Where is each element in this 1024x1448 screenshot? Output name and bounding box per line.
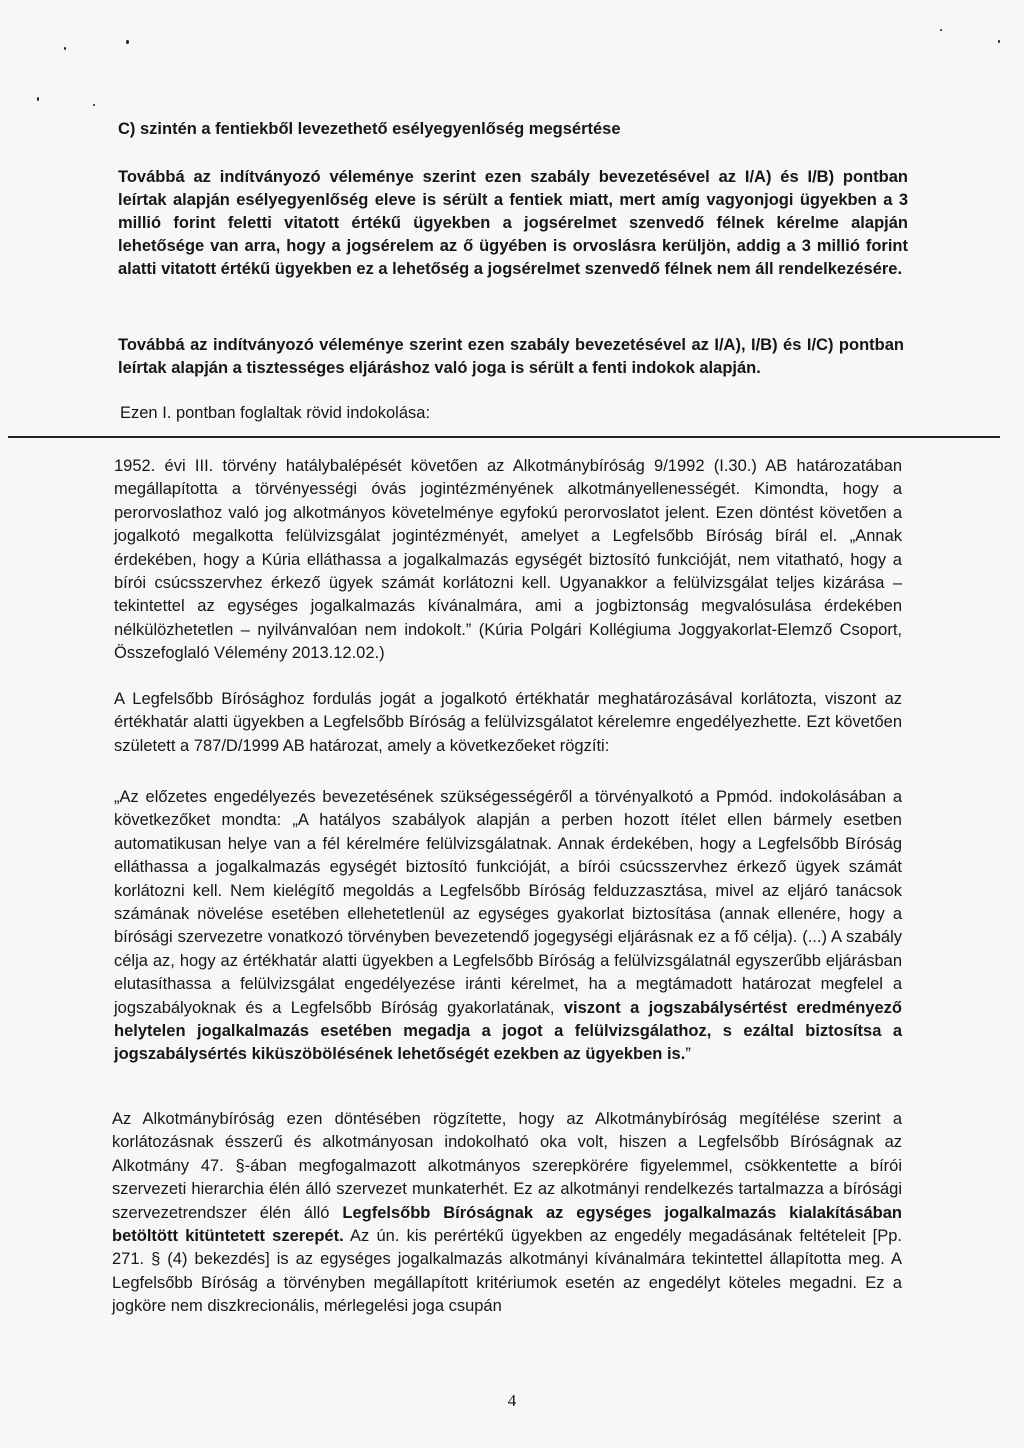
quotation-emphasis: viszont a jogszabálysértést eredményező helytelen jogalkalmazás esetében megadja a jogot a felülvizsgálathoz, s ezáltal biztosítsa a jogszabálysértés kiküszöbölésének lehetőségét ezekben az ügyekben is. (114, 998, 902, 1064)
paragraph-equal-opportunity: Továbbá az indítványozó véleménye szerint ezen szabály bevezetésével az I/A) és I/B) pontban leírtak alapján esélyegyenlőség eleve is sérült a fentiek miatt, mert amíg vagyonjogi ügyekben a 3 millió forint feletti vitatott értékű ügyekben a jogsérelmet szenvedő félnek kérelme alapján lehetősége van arra, hogy a jogsérelem az ő ügyében is orvoslásra kerüljön, addig a 3 millió forint alatti vitatott értékű ügyekben ez a lehetőség a jogsérelmet szenvedő félnek nem áll rendelkezésére. (118, 168, 908, 278)
justification-caption: Ezen I. pontban foglaltak rövid indokolása: (120, 404, 431, 422)
scan-speck (940, 29, 942, 31)
section-heading: C) szintén a fentiekből levezethető esélyegyenlőség megsértése (118, 120, 621, 138)
paragraph-history: 1952. évi III. törvény hatálybalépését követően az Alkotmánybíróság 9/1992 (I.30.) AB határozatában megállapította a törvényességi óvás jogintézményének alkotmányellenességét. Kimondta, hogy a perorvoslathoz való jog alkotmányos követelménye egyfokú perorvoslatot jelent. Ezen döntést követően a jogalkotó megalkotta felülvizsgálat jogintézményét, amelyet a Legfelsőbb Bíróság bírál el. „Annak érdekében, hogy a Kúria elláthassa a jogalkalmazás egységét biztosító funkcióját, nem vitatható, hogy a bírói csúcsszervhez érkező ügyek számát korlátozni kell. Ugyanakkor a felülvizsgálat teljes kizárása – tekintettel az egységes jogalkalmazás kívánalmára, ami a jogbiztonság megvalósulása érdekében nélkülözhetetlen – nyilvánvalóan nem indokolt.” (Kúria Polgári Kollégiuma Joggyakorlat-Elemző Csoport, Összefoglaló Vélemény 2013.12.02.) (114, 457, 902, 663)
scan-speck (93, 104, 95, 106)
quotation-text: „Az előzetes engedélyezés bevezetésének szükségességéről a törvényalkotó a Ppmód. indokolásában a következőket mondta: „A hatályos szabályok alapján a perben hozott ítélet ellen bármely esetben automatikusan helye van a fél kérelmére felülvizsgálatnak. Annak érdekében, hogy a Legfelsőbb Bíróság elláthassa a jogalkalmazás egységét biztosító funkcióját, a bírói csúcsszervhez érkező ügyek számát korlátozni kell. Nem kielégítő megoldás a Legfelsőbb Bíróság felduzzasztása, mivel az eljáró tanácsok számának növelése esetében ellehetetlenül az egységes gyakorlat biztosítása (annak ellenére, hogy a bírósági szervezetre vonatkozó törvényben bevezetendő jogegységi eljárásnak ez a fő célja). (...) A szabály célja az, hogy az értékhatár alatti ügyekben a Legfelsőbb Bíróság a felülvizsgálatnál egyszerűbb eljárásban elutasíthassa a felülvizsgálat engedélyezése iránti kérelmet, ha a megtámadott határozat megfelel a jogszabályoknak és a Legfelsőbb Bíróság gyakorlatának, (114, 788, 902, 1017)
paragraph-constitutional-court (112, 1108, 902, 1319)
scan-speck (998, 40, 1000, 43)
horizontal-divider (8, 436, 1000, 438)
paragraph-emphasis: Legfelsőbb Bíróságnak az egységes jogalkalmazás kialakításában betöltött kitüntetett szerepét. (112, 1203, 903, 1246)
page-number: 4 (507, 1391, 517, 1410)
scan-speck (126, 40, 129, 44)
paragraph-text-continued: Az ún. kis perértékű ügyekben az engedély megadásának feltételeit [Pp. 271. § (4) bekezdés] is az egységes jogalkalmazás alkotmányi kívánalmára tekintettel állapította meg. A Legfelsőbb Bíróság a törvényben megállapított kritériumok esetén az engedélyt köteles megadni. Ez a jogköre nem diszkrecionális, mérlegelési joga csupán (112, 1227, 902, 1316)
paragraph-fair-trial: Továbbá az indítványozó véleménye szerint ezen szabály bevezetésével az I/A), I/B) és I/C) pontban leírtak alapján a tisztességes eljáráshoz való joga is sérült a fenti indokok alapján. (118, 336, 904, 377)
quotation-close-mark: ” (685, 1045, 691, 1064)
quotation-block (114, 786, 902, 1067)
scan-speck (37, 97, 39, 101)
paragraph-value-limit: A Legfelsőbb Bírósághoz fordulás jogát a jogalkotó értékhatár meghatározásával korlátozta, viszont az értékhatár alatti ügyekben a Legfelsőbb Bíróság a felülvizsgálatot kérelemre engedélyezhette. Ezt követően született a 787/D/1999 AB határozat, amely a következőeket rögzíti: (114, 690, 902, 755)
paragraph-text: Az Alkotmánybíróság ezen döntésében rögzítette, hogy az Alkotmánybíróság megítélése szerint a korlátozásnak ésszerű és alkotmányosan indokolható oka volt, hiszen a Legfelsőbb Bíróságnak az Alkotmány 47. §-ában megfogalmazott alkotmányos szerepkörére figyelemmel, csökkentette a bírói szervezeti hierarchia élén álló szervezet munkaterhét. Ez az alkotmányi rendelkezés tartalmazza a bírósági szervezetrendszer élén álló (112, 1110, 902, 1222)
scan-speck (64, 47, 66, 50)
